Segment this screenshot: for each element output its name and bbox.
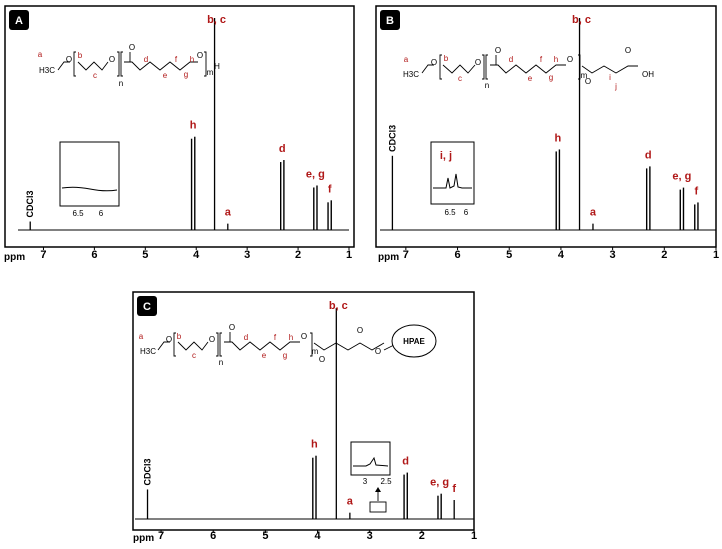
peak-label: b, c [328,300,348,312]
repeat-bracket [482,55,484,79]
repeat-index: n [118,79,124,88]
atom-label: O [474,58,482,67]
x-tick-label: 2 [661,249,668,261]
repeat-bracket [121,52,123,76]
structure-label: b [77,51,83,60]
x-tick-label: 1 [345,249,353,261]
x-tick-label: 2 [418,530,425,542]
panel-frame [376,6,716,247]
x-tick-label: 4 [314,530,321,542]
x-tick-label: 5 [142,249,149,261]
x-tick-label: 5 [506,249,513,261]
structure-label: c [93,71,97,80]
structure-label: d [243,333,249,342]
structure-bond [582,66,638,73]
inset-box [431,142,474,204]
structure-label: b [443,54,449,63]
inset-tick-label: 6.5 [72,209,84,218]
peak-label: d [278,143,286,156]
structure-label: f [174,55,178,64]
panel-c [133,292,477,544]
repeat-index: n [484,81,490,90]
repeat-index: m [580,71,588,80]
inset-tick-label: 3 [362,477,368,486]
repeat-bracket [74,52,76,76]
atom-label: O [128,43,136,52]
repeat-bracket [174,333,176,356]
zoom-region [370,502,386,512]
structure-label: b [176,332,182,341]
peak-label: f [327,183,332,196]
structure-c [139,323,436,512]
solvent-label: CDCl3 [142,458,153,486]
x-tick-label: 3 [244,249,251,261]
repeat-index: m [206,68,214,77]
structure-label: h [189,55,195,64]
inset-box [351,442,390,475]
x-tick-label: 1 [470,530,478,542]
inset-tick-label: 6.5 [444,208,456,217]
structure-label: d [143,55,149,64]
repeat-index: m [311,347,319,356]
structure-label: a [403,55,409,64]
peak-label: d [644,149,652,162]
structure-label: c [192,351,196,360]
panel-frame [5,6,354,247]
peak-label: e, g [430,476,450,489]
structure-label: i [609,73,611,82]
atom-label: O [624,46,632,55]
structure-label: h [288,333,294,342]
structure-label: c [458,74,462,83]
structure-bond [314,343,384,350]
peak-label: f [694,185,699,198]
x-tick-label: 7 [158,530,165,542]
x-tick-label: 6 [454,249,461,261]
atom-label: O [566,55,574,64]
atom-label: O [374,347,382,356]
atom-label: O [108,55,116,64]
peak-label: h [554,132,562,145]
structure-label: f [539,55,543,64]
structure-label: d [508,55,514,64]
atom-label: O [494,46,502,55]
structure-bond [224,342,300,350]
x-axis-label: ppm [4,252,26,263]
inset-box [60,142,119,206]
zoom-arrowhead [375,487,381,492]
panel-letter: C [143,301,151,313]
atom-label: H3C [38,66,56,75]
repeat-bracket [220,333,222,356]
structure-label: e [527,74,533,83]
x-tick-label: 6 [210,530,217,542]
atom-label: O [318,355,326,364]
inset-peak-label: i, j [439,150,453,162]
structure-label: g [282,351,288,360]
atom-label: O [430,58,438,67]
x-tick-label: 7 [402,249,409,261]
peak-label: a [224,206,231,219]
structure-bond [124,62,198,70]
structure-b [403,46,654,217]
atom-label: H3C [139,347,157,356]
repeat-bracket [117,52,119,76]
x-axis-label: ppm [378,252,400,263]
panel-letter: B [386,15,394,27]
x-tick-label: 3 [609,249,616,261]
panel-a [4,6,354,263]
repeat-bracket [486,55,488,79]
x-tick-label: 3 [366,530,373,542]
structure-label: e [162,71,168,80]
inset-tick-label: 6 [98,209,104,218]
peak-label: e, g [305,168,325,181]
atom-label: O [300,332,308,341]
inset-tick-label: 6 [463,208,469,217]
atom-label: O [165,335,173,344]
atom-label: OH [642,70,654,79]
x-tick-label: 5 [262,530,269,542]
structure-label: e [261,351,267,360]
atom-label: O [208,335,216,344]
solvent-label: CDCl3 [25,190,36,218]
structure-label: j [615,82,617,91]
inset-tick-label: 2.5 [380,477,392,486]
structure-label: g [548,73,554,82]
structure-label: g [183,70,189,79]
peak-label: b, c [572,14,592,26]
atom-label: O [228,323,236,332]
structure-label: f [273,333,277,342]
atom-label: H [214,62,220,71]
x-tick-label: 4 [193,249,200,261]
repeat-index: n [218,358,224,367]
atom-label: O [356,326,364,335]
structure-bond [178,342,208,350]
peak-label: h [311,438,318,451]
panel-b [376,6,719,263]
peak-label: a [589,206,597,219]
x-tick-label: 1 [712,249,720,261]
repeat-bracket [440,55,442,79]
peak-label: h [189,119,197,132]
structure-bond [78,62,108,70]
structure-bond [443,65,475,73]
structure-label: a [37,50,43,59]
x-axis-label: ppm [133,533,155,544]
solvent-label: CDCl3 [387,124,398,152]
hpae-label: HPAE [403,337,425,346]
atom-label: O [584,77,592,86]
peak-label: f [452,483,457,496]
peak-label: d [402,455,410,468]
peak-label: e, g [672,170,692,183]
repeat-bracket [216,333,218,356]
structure-bond [490,65,566,73]
atom-label: H3C [402,70,420,79]
peak-label: a [346,495,353,508]
x-tick-label: 7 [40,249,47,261]
panel-letter: A [15,15,23,27]
x-tick-label: 6 [91,249,98,261]
structure-label: h [553,55,559,64]
structure-label: a [138,332,144,341]
x-tick-label: 4 [557,249,564,261]
atom-label: O [196,51,204,60]
peak-label: b, c [207,14,227,26]
x-tick-label: 2 [295,249,302,261]
atom-label: O [65,55,73,64]
